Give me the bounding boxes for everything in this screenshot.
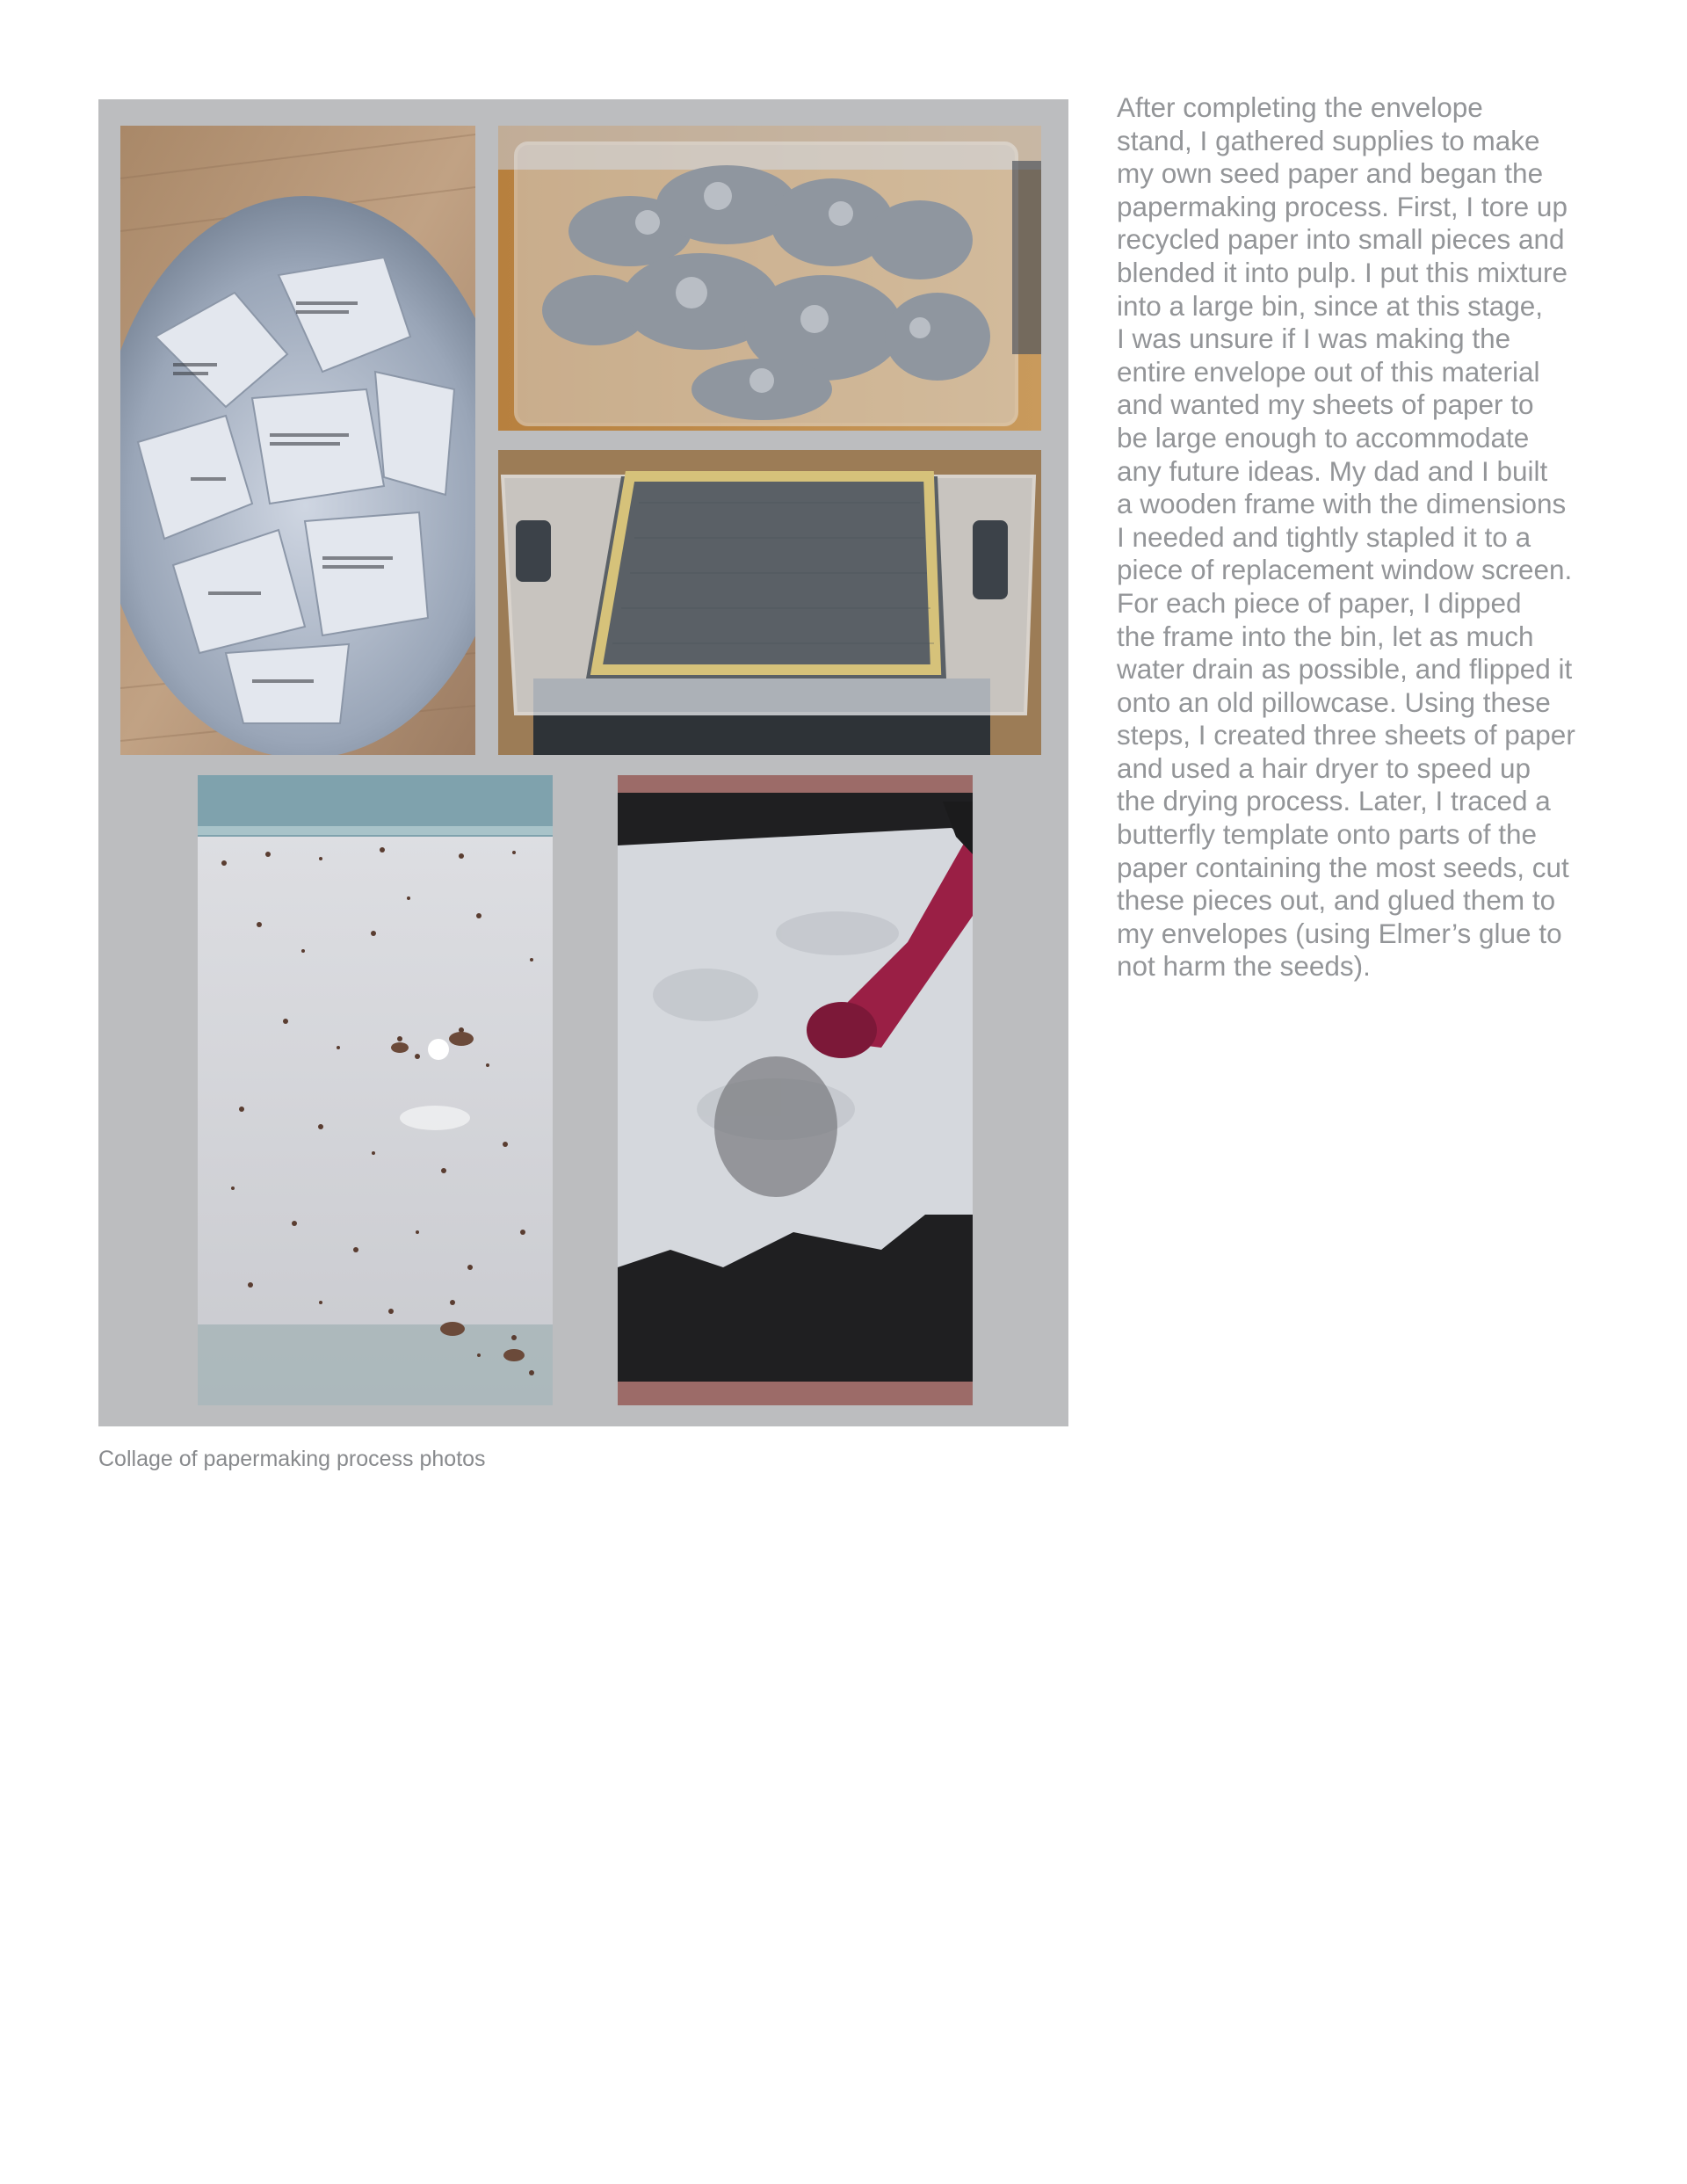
paragraph-line: the frame into the bin, let as much (1117, 620, 1534, 652)
newspaper-bowl-image (120, 126, 475, 755)
paragraph-line: I needed and tightly stapled it to a (1117, 520, 1531, 553)
paragraph-line: my envelopes (using Elmer’s glue to (1117, 917, 1562, 949)
body-paragraph (1117, 91, 1591, 983)
paragraph-line: these pieces out, and glued them to (1117, 884, 1556, 917)
paragraph-line: steps, I created three sheets of paper (1117, 719, 1575, 751)
paragraph-line: paper containing the most seeds, cut (1117, 851, 1569, 883)
paragraph-line: recycled paper into small pieces and (1117, 223, 1565, 256)
paragraph-line: and wanted my sheets of paper to (1117, 388, 1534, 421)
collage-photo-hair-dryer (618, 775, 973, 1405)
paragraph-line: be large enough to accommodate (1117, 421, 1530, 453)
paragraph-line: butterfly template onto parts of the (1117, 818, 1538, 851)
paragraph-line: entire envelope out of this material (1117, 355, 1540, 388)
paragraph-line: my own seed paper and began the (1117, 157, 1544, 190)
paragraph-line: papermaking process. First, I tore up (1117, 190, 1568, 222)
seeded-water-image (198, 775, 553, 1405)
screen-frame-image (498, 450, 1041, 755)
collage-photo-screen-frame (498, 450, 1041, 755)
paragraph-line: a wooden frame with the dimensions (1117, 488, 1567, 520)
collage-photo-seeded-water (198, 775, 553, 1405)
paragraph-line: For each piece of paper, I dipped (1117, 586, 1522, 619)
paragraph-line: onto an old pillowcase. Using these (1117, 686, 1551, 718)
paper-pulp-image (498, 126, 1041, 431)
paragraph-line: and used a hair dryer to speed up (1117, 751, 1531, 784)
paragraph-line: blended it into pulp. I put this mixture (1117, 256, 1568, 288)
paragraph-line: water drain as possible, and flipped it (1117, 653, 1573, 686)
paragraph-line: not harm the seeds). (1117, 950, 1371, 983)
paragraph-line: into a large bin, since at this stage, (1117, 289, 1544, 322)
collage-caption: Collage of papermaking process photos (98, 1447, 486, 1471)
collage-photo-newspaper-bowl (120, 126, 475, 755)
collage-photo-paper-pulp (498, 126, 1041, 431)
hair-dryer-image (618, 775, 973, 1405)
paragraph-line: stand, I gathered supplies to make (1117, 124, 1540, 156)
paragraph-line: the drying process. Later, I traced a (1117, 785, 1551, 817)
paragraph-line: I was unsure if I was making the (1117, 323, 1511, 355)
paragraph-line: piece of replacement window screen. (1117, 554, 1573, 586)
photo-collage (98, 99, 1068, 1426)
paragraph-line: any future ideas. My dad and I built (1117, 454, 1548, 487)
paragraph-line: After completing the envelope (1117, 91, 1483, 123)
